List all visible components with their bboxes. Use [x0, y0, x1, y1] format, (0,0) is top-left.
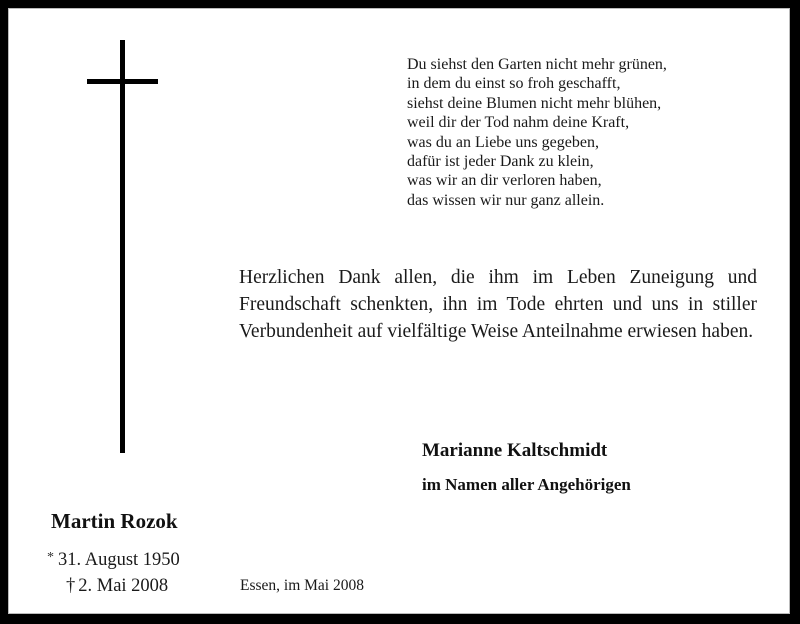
signer-subtitle: im Namen aller Angehörigen — [422, 475, 631, 494]
cross-vertical-bar — [120, 40, 125, 453]
cross-horizontal-bar — [87, 79, 158, 84]
poem-line: siehst deine Blumen nicht mehr blühen, — [407, 94, 662, 112]
birth-star-icon: * — [47, 550, 54, 565]
poem-line: das wissen wir nur ganz allein. — [407, 191, 605, 209]
poem-line: was du an Liebe uns gegeben, — [407, 133, 599, 151]
poem-line: Du siehst den Garten nicht mehr grünen, — [407, 56, 667, 73]
birth-line — [47, 550, 180, 571]
obituary-card — [8, 8, 790, 614]
death-line — [66, 576, 168, 597]
signer-name: Marianne Kaltschmidt — [422, 440, 608, 461]
place-date: Essen, im Mai 2008 — [240, 577, 364, 594]
birth-date: 31. August 1950 — [58, 550, 180, 570]
thanks-paragraph: Herzlichen Dank allen, die ihm im Leben Zuneigung und Freundschaft schenkten, ihn im Tode ehrten und uns in stiller Verbundenheit auf vielfältige Weise Anteilnahme erwiesen haben. — [239, 267, 757, 342]
dagger-icon: † — [66, 576, 76, 596]
poem-line: in dem du einst so froh geschafft, — [407, 75, 621, 93]
deceased-name: Martin Rozok — [51, 509, 178, 533]
poem — [407, 55, 667, 210]
poem-line: was wir an dir verloren haben, — [407, 172, 602, 190]
death-date: 2. Mai 2008 — [78, 576, 169, 596]
poem-line: dafür ist jeder Dank zu klein, — [407, 153, 594, 171]
poem-line: weil dir der Tod nahm deine Kraft, — [407, 114, 630, 132]
